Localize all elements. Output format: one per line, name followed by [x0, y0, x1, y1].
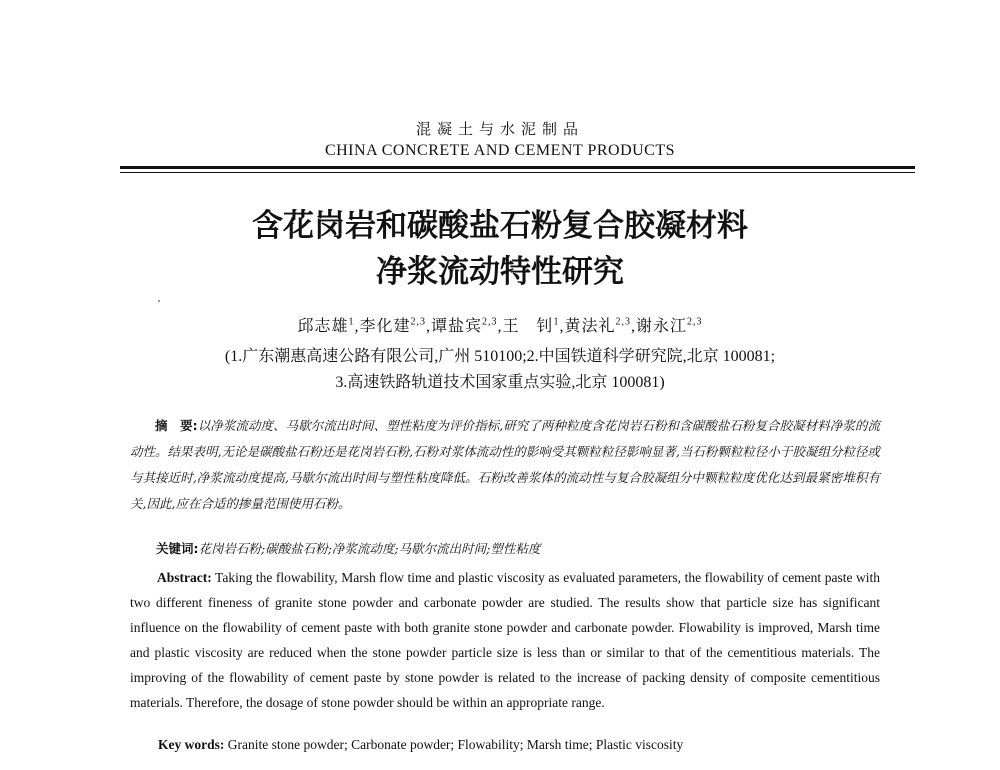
keywords-cn-text: 花岗岩石粉;碳酸盐石粉;净浆流动度;马歇尔流出时间;塑性粘度	[198, 541, 541, 556]
keywords-en-label: Key words:	[158, 737, 225, 752]
author: 王 钊$^1$	[502, 316, 560, 335]
keywords-en	[158, 737, 683, 753]
author: 谭盐宾$^{2,3}$	[430, 316, 498, 335]
abstract-cn-text: 以净浆流动度、马歇尔流出时间、塑性粘度为评价指标,研究了两种粒度含花岗岩石粉和含碳酸盐石粉复合胶凝材料净浆的流动性。结果表明,无论是碳酸盐石粉还是花岗岩石粉,石粉对浆体流动性的影响受其颗粒粒径影响显著,当石粉颗粒粒径小于胶凝组分粒径或与其接近时,净浆流动度提高,马歇尔流出时间与塑性粘度降低。石粉改善浆体的流动性与复合胶凝组分中颗粒粒度优化达到最紧密堆积有关,因此,应在合适的掺量范围使用石粉。	[130, 418, 880, 511]
keywords-en-text: Granite stone powder; Carbonate powder; Flowability; Marsh time; Plastic viscosity	[227, 737, 684, 752]
header-rule-thin	[120, 172, 915, 173]
author: 邱志雄$^1$	[297, 316, 355, 335]
affiliation-line-2: 3.高速铁路轨道技术国家重点实验,北京 100081)	[335, 374, 665, 391]
abstract-en-text: Taking the flowability, Marsh flow time and plastic viscosity as evaluated parameters, the flowability of cement paste with two different fineness of granite stone powder and carbonate powder are studied. The results show that particle size has significant influence on the flowability of cement paste with both granite stone powder and carbonate powder. Flowability is improved, Marsh time and plastic viscosity are reduced when the stone powder particle size is less than or similar to that of the cementitious materials. The improving of the flowability of cement paste by stone powder is related to the increase of packing density of composite cementitious materials. Therefore, the dosage of stone powder should be within an appropriate range.	[130, 570, 880, 710]
abstract-en-label: Abstract:	[157, 570, 212, 585]
author: 李化建$^{2,3}$	[359, 316, 426, 335]
abstract-cn	[130, 413, 880, 517]
scan-dot	[158, 300, 160, 302]
author: 黄法礼$^{2,3}$	[564, 316, 632, 335]
journal-name-en: CHINA CONCRETE AND CEMENT PRODUCTS	[324, 142, 676, 159]
abstract-en	[130, 565, 880, 715]
author: 谢永江$^{2,3}$	[636, 316, 703, 335]
journal-name-cn: 混凝土与水泥制品	[415, 120, 584, 138]
abstract-cn-label: 摘 要:	[155, 418, 198, 433]
header-rule-thick	[120, 166, 915, 169]
title-line-1: 含花岗岩和碳酸盐石粉复合胶凝材料	[252, 208, 748, 244]
author-list: 邱志雄$^1$,李化建$^{2,3}$,谭盐宾$^{2,3}$,王 钊$^1$,黄法礼$^{2,3}$,谢永江$^{2,3}$	[297, 316, 703, 335]
affiliation-line-1: (1.广东潮惠高速公路有限公司,广州 510100;2.中国铁道科学研究院,北京 100081;	[224, 348, 776, 365]
keywords-cn	[156, 539, 540, 557]
keywords-cn-label: 关键词:	[156, 541, 199, 556]
title-line-2: 净浆流动特性研究	[376, 254, 624, 290]
